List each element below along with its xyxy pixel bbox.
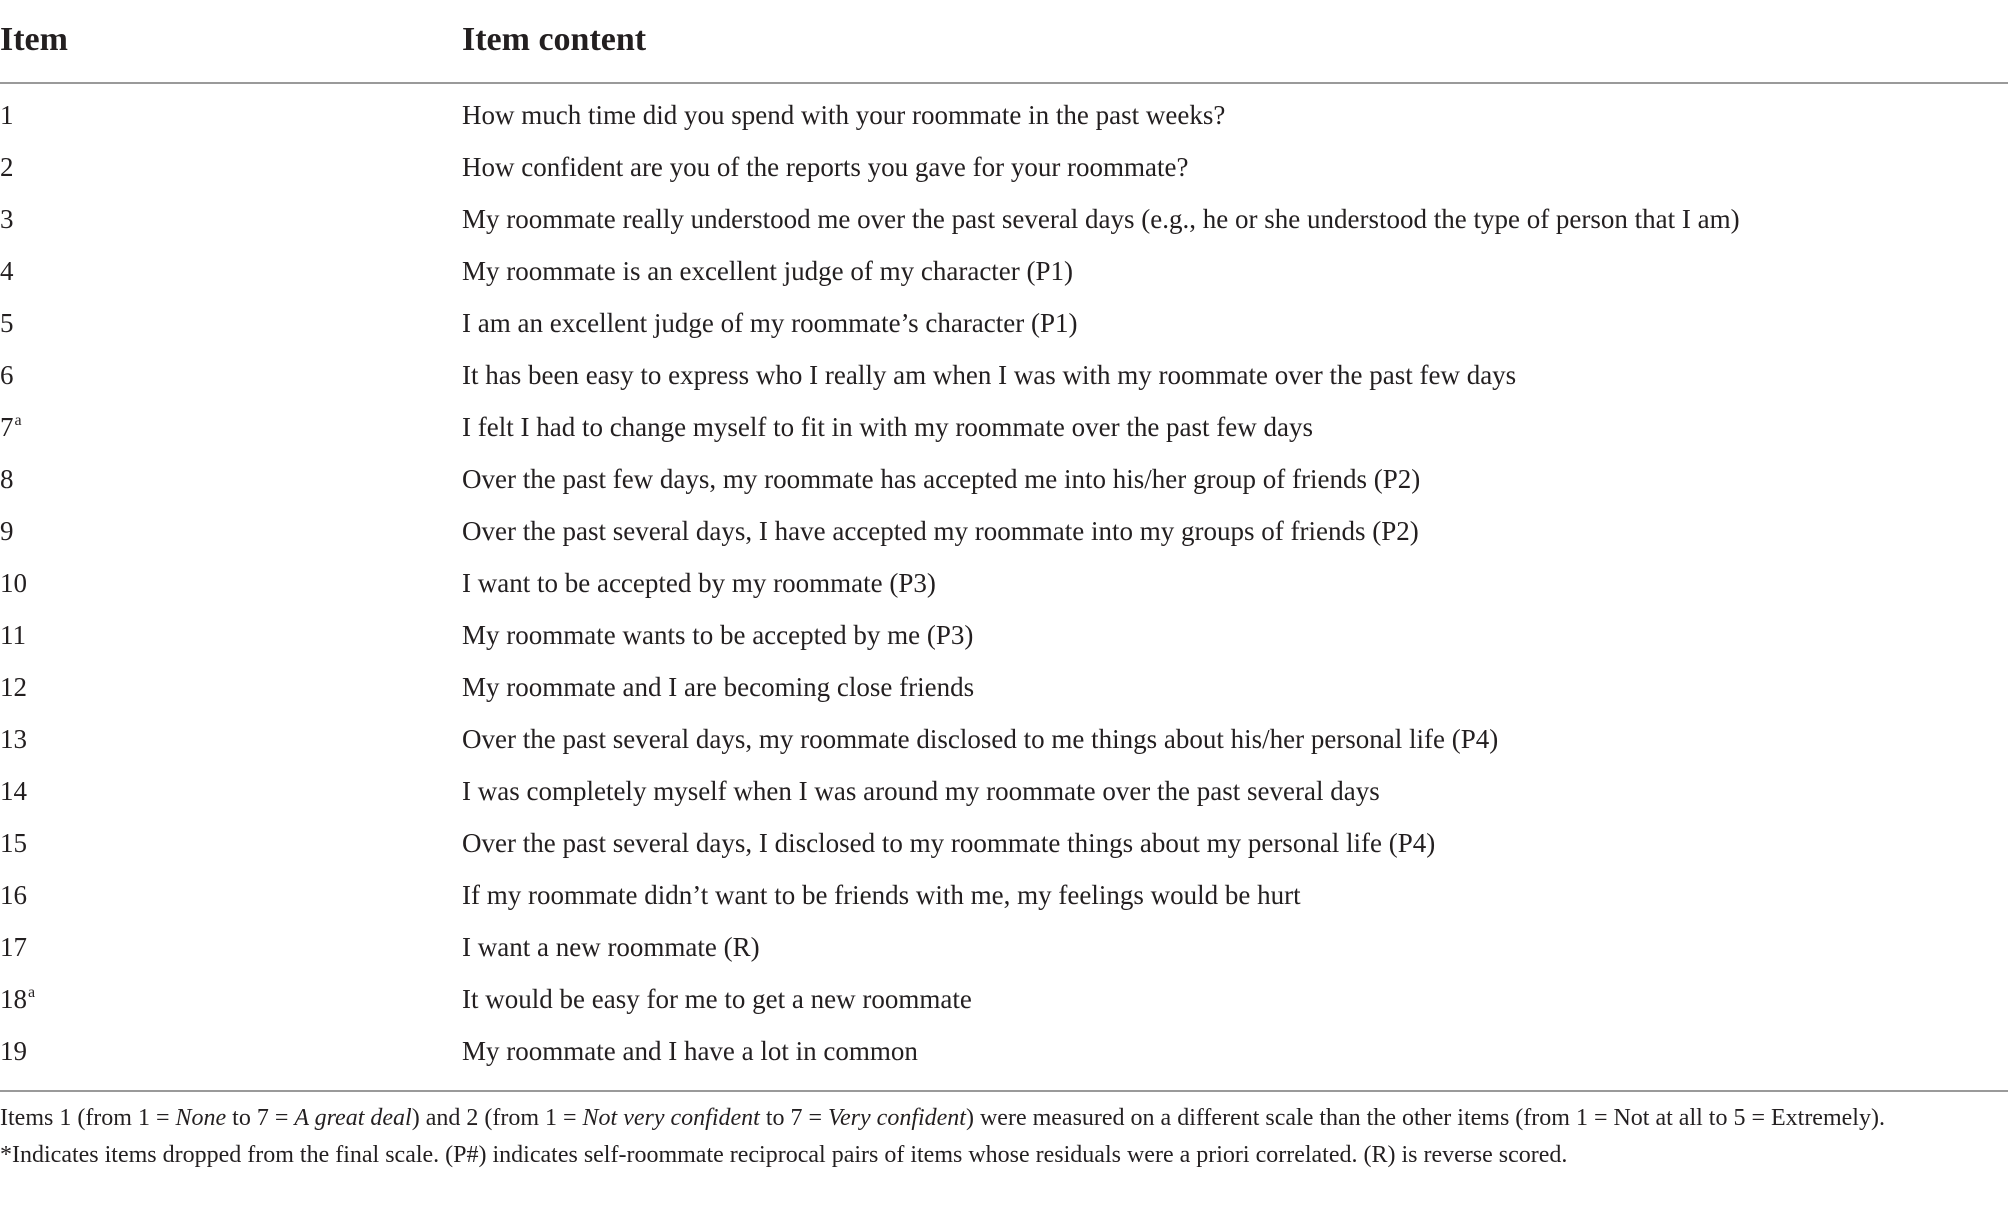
item-number-value: 2 [0,152,14,182]
item-number-value: 8 [0,464,14,494]
footnote-text: Items 1 (from 1 = [0,1105,176,1131]
item-content: My roommate and I are becoming close friends [462,672,975,702]
table-row [0,973,2008,1025]
item-content: My roommate is an excellent judge of my character (P1) [462,256,1074,286]
item-number-value: 17 [0,932,27,962]
table-row [0,609,2008,661]
header-item: Item [0,21,68,58]
item-content: How confident are you of the reports you gave for your roommate? [462,152,1189,182]
item-number [0,141,14,193]
item-number-value: 19 [0,1036,27,1066]
item-number-value: 3 [0,204,14,234]
item-number-value: 16 [0,880,27,910]
item-content: My roommate wants to be accepted by me (P3) [462,620,974,650]
footnote-italic: Not very confident [582,1105,760,1131]
item-content: My roommate and I have a lot in common [462,1036,918,1066]
item-footnote-marker: a [28,984,36,1001]
table-bottom-rule [0,1090,2008,1092]
footnote-italic: A great deal [294,1105,412,1131]
item-number [0,245,14,297]
table-row [0,401,2008,453]
footnote-italic: Very confident [828,1105,966,1131]
dropped-footnote: *Indicates items dropped from the final scale. (P#) indicates self-roommate reciprocal pairs of items whose residuals were a priori correlated. (R) is reverse scored. [0,1142,1568,1168]
item-number [0,297,14,349]
item-content: My roommate really understood me over the past several days (e.g., he or she understood the type of person that I am) [462,204,1740,234]
item-number-value: 15 [0,828,27,858]
item-content: Over the past several days, I have accepted my roommate into my groups of friends (P2) [462,516,1419,546]
item-number [0,921,27,973]
table-row [0,141,2008,193]
item-number-value: 9 [0,516,14,546]
item-content: I want a new roommate (R) [462,932,760,962]
item-number [0,453,14,505]
item-number-value: 13 [0,724,27,754]
item-content: How much time did you spend with your roommate in the past weeks? [462,100,1226,130]
footnote-italic: None [175,1105,227,1131]
table-row [0,297,2008,349]
item-number [0,973,35,1030]
item-number-value: 14 [0,776,27,806]
item-number-value: 4 [0,256,14,286]
footnote-text: ) and 2 (from 1 = [411,1105,583,1131]
item-number [0,401,22,458]
item-number-value: 7 [0,412,14,442]
item-footnote-marker: a [14,412,22,429]
table-row [0,505,2008,557]
table-body [0,84,2008,1077]
item-number-value: 12 [0,672,27,702]
footnote-text: to 7 = [759,1105,829,1131]
table-row [0,921,2008,973]
footnote-text: to 7 = [226,1105,295,1131]
table-footnotes [0,1100,1990,1174]
item-number-value: 11 [0,620,26,650]
table-row [0,245,2008,297]
table-row [0,661,2008,713]
item-content: Over the past few days, my roommate has accepted me into his/her group of friends (P2) [462,464,1421,494]
table-row [0,453,2008,505]
item-content: It has been easy to express who I really am when I was with my roommate over the past few days [462,360,1517,390]
table-row [0,869,2008,921]
item-number [0,505,14,557]
item-number [0,661,27,713]
item-number-value: 18 [0,984,27,1014]
item-number [0,713,27,765]
item-number [0,869,27,921]
item-number [0,765,27,817]
item-number [0,609,26,661]
table-row [0,349,2008,401]
item-number-value: 10 [0,568,27,598]
item-content: I want to be accepted by my roommate (P3) [462,568,936,598]
footnote-text: ) were measured on a different scale than the other items (from 1 = Not at all to 5 = Extremely). [965,1105,1885,1131]
item-number [0,817,27,869]
table-row [0,765,2008,817]
item-content: Over the past several days, my roommate disclosed to me things about his/her personal life (P4) [462,724,1499,754]
item-number [0,1025,27,1077]
header-item-content: Item content [462,21,647,58]
item-number [0,349,14,401]
item-number [0,193,14,245]
item-number [0,557,27,609]
item-content: I was completely myself when I was around my roommate over the past several days [462,776,1380,806]
table-row [0,1025,2008,1077]
table-row [0,817,2008,869]
item-number-value: 5 [0,308,14,338]
item-content: Over the past several days, I disclosed to my roommate things about my personal life (P4) [462,828,1436,858]
item-content: I am an excellent judge of my roommate’s character (P1) [462,308,1078,338]
table-row [0,713,2008,765]
item-content: It would be easy for me to get a new roommate [462,984,972,1014]
item-number-value: 1 [0,100,14,130]
item-number-value: 6 [0,360,14,390]
table-header [0,0,2008,84]
scale-footnote [0,1100,1990,1137]
item-content: I felt I had to change myself to fit in with my roommate over the past few days [462,412,1314,442]
table-row [0,193,2008,245]
item-number [0,89,14,141]
item-content: If my roommate didn’t want to be friends with me, my feelings would be hurt [462,880,1301,910]
table-row [0,557,2008,609]
table-row [0,89,2008,141]
